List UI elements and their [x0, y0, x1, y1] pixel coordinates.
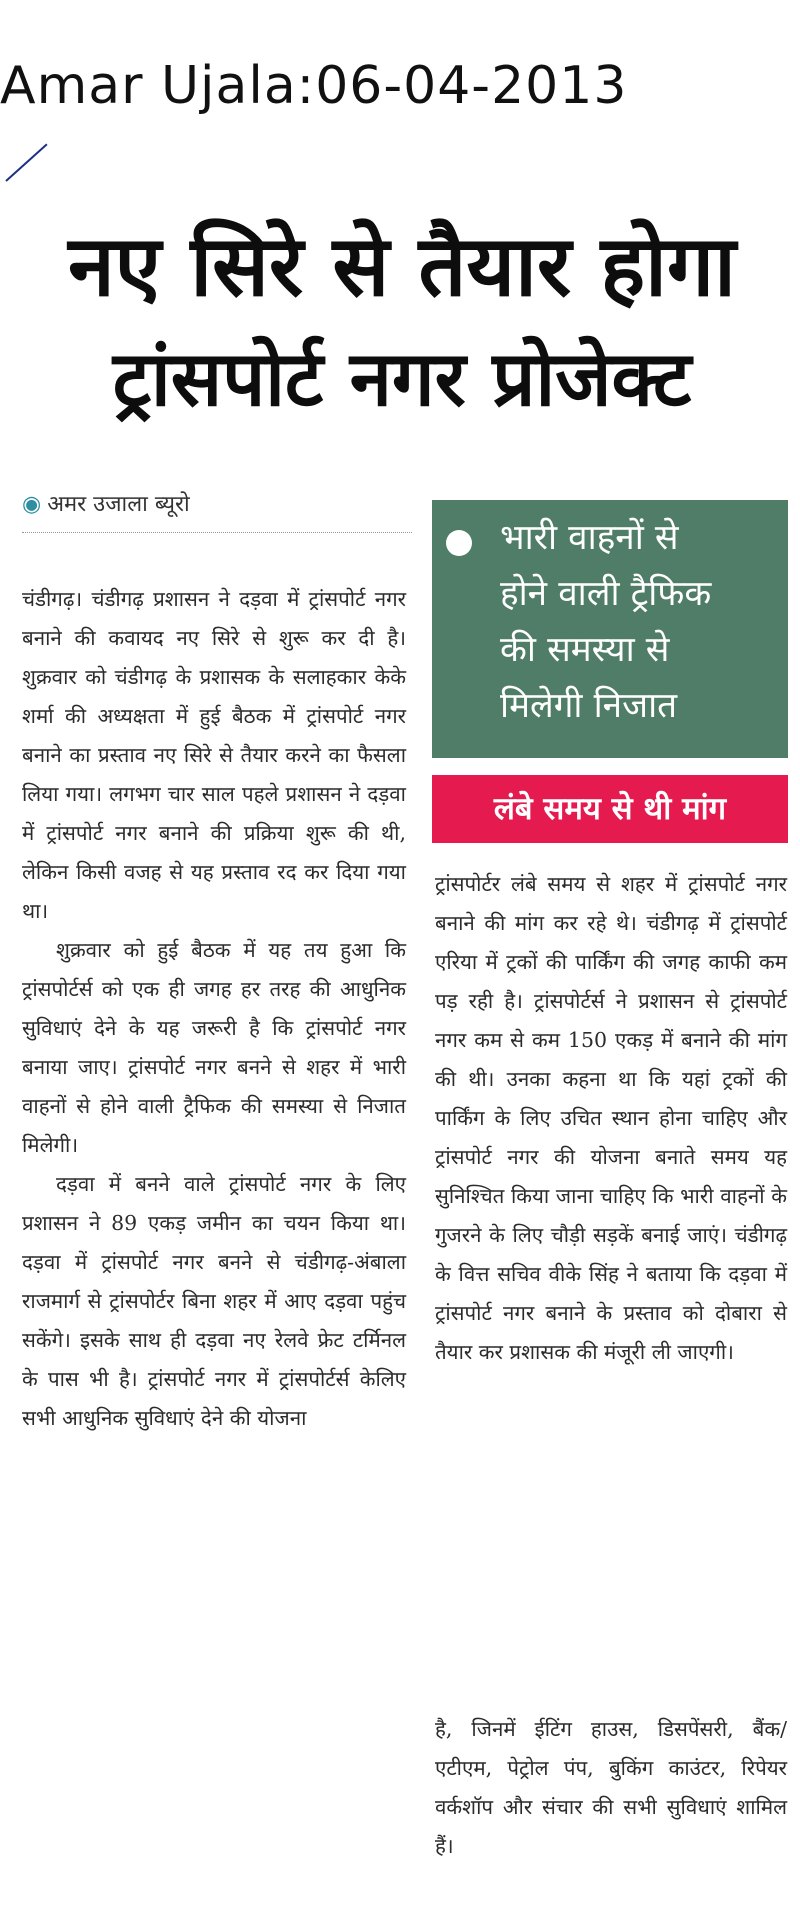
decorative-slash [5, 143, 47, 181]
byline-text: अमर उजाला ब्यूरो [47, 492, 190, 517]
article-body [22, 580, 406, 1438]
callout-line-3: की समस्या से [500, 630, 670, 670]
callout-bullet-icon [446, 530, 472, 556]
headline-line-2: ट्रांसपोर्ट नगर प्रोजेक्ट [112, 334, 692, 423]
article-paragraph-1: चंडीगढ़। चंडीगढ़ प्रशासन ने दड़वा में ट्रांसपोर्ट नगर बनाने की कवायद नए सिरे से शुरू कर दी है। शुक्रवार को चंडीगढ़ के प्रशासक के सलाहकार केके शर्मा की अध्यक्षता में हुई बैठक में ट्रांसपोर्ट नगर बनाने का प्रस्ताव नए सिरे से तैयार करने का फैसला लिया गया। लगभग चार साल पहले प्रशासन ने दड़वा में ट्रांसपोर्ट नगर बनाने की प्रक्रिया शुरू की थी, लेकिन किसी वजह से यह प्रस्ताव रद कर दिया गया था। [22, 587, 407, 923]
callout-line-1: भारी वाहनों से [500, 518, 679, 558]
section-heading: लंबे समय से थी मांग [432, 775, 788, 843]
source-line: Amar Ujala:06-04-2013 [0, 56, 628, 116]
continuation-paragraph: है, जिनमें ईटिंग हाउस, डिसपेंसरी, बैंक/ एटीएम, पेट्रोल पंप, बुकिंग काउंटर, रिपेयर वर्कशॉप और संचार की सभी सुविधाएं शामिल हैं। [435, 1717, 787, 1858]
callout-box [432, 500, 788, 758]
callout-line-2: होने वाली ट्रैफिक [500, 574, 712, 614]
byline [22, 488, 412, 533]
sidebar-article-body [435, 865, 787, 1372]
byline-bullet-icon: ◉ [22, 492, 42, 517]
article-paragraph-3: दड़वा में बनने वाले ट्रांसपोर्ट नगर के लिए प्रशासन ने 89 एकड़ जमीन का चयन किया था। दड़वा में ट्रांसपोर्ट नगर बनने से चंडीगढ़-अंबाला राजमार्ग से ट्रांसपोर्टर बिना शहर में आए दड़वा पहुंच सकेंगे। इसके साथ ही दड़वा नए रेलवे फ्रेट टर्मिनल के पास भी है। ट्रांसपोर्ट नगर में ट्रांसपोर्टर्स केलिए सभी आधुनिक सुविधाएं देने की योजना [22, 1172, 406, 1430]
sidebar-paragraph: ट्रांसपोर्टर लंबे समय से शहर में ट्रांसपोर्ट नगर बनाने की मांग कर रहे थे। चंडीगढ़ में ट्रांसपोर्ट एरिया में ट्रकों की पार्किंग की जगह काफी कम पड़ रही है। ट्रांसपोर्टर्स ने प्रशासन से ट्रांसपोर्ट नगर कम से कम 150 एकड़ में बनाने की मांग की थी। उनका कहना था कि यहां ट्रकों की पार्किंग के लिए उचित स्थान होना चाहिए और ट्रांसपोर्ट नगर की योजना बनाते समय यह सुनिश्चित किया जाना चाहिए कि भारी वाहनों के गुजरने के लिए चौड़ी सड़कें बनाई जाएं। चंडीगढ़ के वित्त सचिव वीके सिंह ने बताया कि दड़वा में ट्रांसपोर्ट नगर बनाने के प्रस्ताव को दोबारा से तैयार कर प्रशासक की मंजूरी ली जाएगी। [435, 872, 787, 1364]
callout-line-4: मिलेगी निजात [500, 686, 678, 726]
article-continuation [435, 1710, 787, 1866]
headline-line-1: नए सिरे से तैयार होगा [68, 217, 736, 315]
article-paragraph-2: शुक्रवार को हुई बैठक में यह तय हुआ कि ट्रांसपोर्टर्स को एक ही जगह हर तरह की आधुनिक सुविधाएं देने के यह जरूरी है कि ट्रांसपोर्ट नगर बनाया जाए। ट्रांसपोर्ट नगर बनने से शहर में भारी वाहनों से होने वाली ट्रैफिक की समस्या से निजात मिलेगी। [22, 938, 406, 1157]
